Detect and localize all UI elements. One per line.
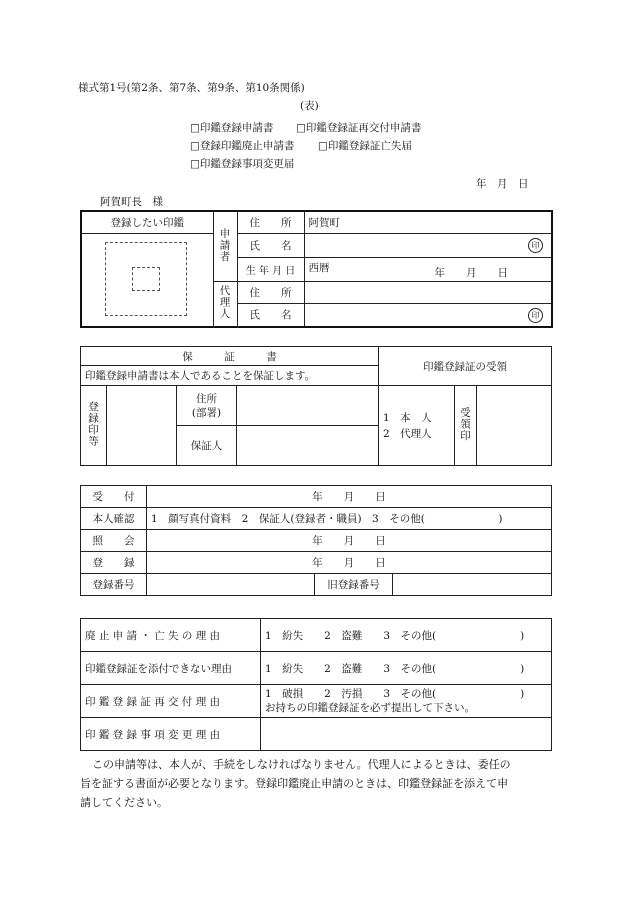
reissue-reason-note: お持ちの印鑑登録証を必ず提出して下さい。 xyxy=(265,702,475,714)
guarantor-address-field[interactable] xyxy=(237,386,379,426)
applicant-table xyxy=(80,210,553,328)
reissue-reason-choices[interactable]: 1 破損 2 汚損 3 その他( ) xyxy=(265,688,525,700)
old-registration-number-field[interactable] xyxy=(393,574,552,596)
agent-address-label: 住 所 xyxy=(237,281,304,303)
registration-number-label: 登録番号 xyxy=(81,574,147,596)
guarantor-label: 保証人 xyxy=(177,426,237,466)
agent-address-field[interactable] xyxy=(304,281,552,303)
footer-note-line-3: 請してください。 xyxy=(80,796,168,809)
receipt-title: 印鑑登録証の受領 xyxy=(379,347,552,386)
addressee: 阿賀町長 様 xyxy=(100,196,163,208)
cannot-attach-card-reason-label: 印鑑登録証を添付できない理由 xyxy=(81,652,261,685)
reissue-reason-options[interactable] xyxy=(261,685,552,718)
birth-date-field[interactable] xyxy=(304,257,552,281)
receipt-option-self[interactable]: 1 本 人 xyxy=(383,411,432,424)
application-date[interactable]: 年 月 日 xyxy=(476,178,529,190)
form-side-label: (表) xyxy=(300,100,319,112)
receipt-seal-label: 受領印 xyxy=(455,386,477,466)
option-card-loss-notice[interactable]: □印鑑登録証亡失届 xyxy=(318,140,412,152)
guarantee-table xyxy=(80,346,552,466)
reissue-reason-label: 印 鑑 登 録 証 再 交 付 理 由 xyxy=(81,685,261,718)
registration-number-field[interactable] xyxy=(147,574,315,596)
receipt-option-agent[interactable]: 2 代理人 xyxy=(383,427,432,440)
birth-date-label: 生 年 月 日 xyxy=(237,257,304,281)
change-reason-label: 印 鑑 登 録 事 項 変 更 理 由 xyxy=(81,718,261,751)
applicant-label: 申請者 xyxy=(213,211,237,281)
receipt-seal-field[interactable] xyxy=(477,386,552,466)
birth-era: 西暦 xyxy=(308,261,330,274)
agent-label: 代理人 xyxy=(213,281,237,327)
change-reason-field[interactable] xyxy=(261,718,552,751)
reasons-table xyxy=(80,618,552,751)
seal-impression-area[interactable] xyxy=(81,233,213,327)
footer-note-line-2: 旨を証する書面が必要となります。登録印鑑廃止申請のときは、印鑑登録証を添えて申 xyxy=(80,777,509,790)
guarantee-statement: 印鑑登録申請書は本人であることを保証します。 xyxy=(81,366,379,386)
received-date[interactable]: 年 月 日 xyxy=(147,486,552,508)
name-label: 氏 名 xyxy=(237,233,304,257)
guarantor-field[interactable] xyxy=(237,426,379,466)
abolition-loss-reason-options[interactable]: 1 紛失 2 盗難 3 その他( ) xyxy=(261,619,552,652)
seal-mark-icon: 印 xyxy=(528,238,543,253)
registration-date[interactable]: 年 月 日 xyxy=(147,552,552,574)
guarantor-address-label: 住所 (部署) xyxy=(177,386,237,426)
footer-note-line-1: この申請等は、本人が、手続をしなければなりません。代理人によるときは、委任の xyxy=(92,758,511,771)
agent-seal-mark-icon: 印 xyxy=(528,308,543,323)
inquiry-date[interactable]: 年 月 日 xyxy=(147,530,552,552)
inquiry-label: 照 会 xyxy=(81,530,147,552)
receipt-options[interactable] xyxy=(379,386,455,466)
registered-seal-field[interactable] xyxy=(107,386,177,466)
registered-seal-label: 登録印等 xyxy=(81,386,107,466)
guarantee-title: 保 証 書 xyxy=(81,347,379,366)
old-registration-number-label: 旧登録番号 xyxy=(315,574,393,596)
registration-label: 登 録 xyxy=(81,552,147,574)
agent-name-label: 氏 名 xyxy=(237,303,304,327)
seal-area-label: 登録したい印鑑 xyxy=(81,211,213,233)
agent-name-field[interactable] xyxy=(304,303,552,327)
form-number: 様式第1号(第2条、第7条、第9条、第10条関係) xyxy=(78,82,305,94)
address-field[interactable]: 阿賀町 xyxy=(304,211,552,233)
address-label: 住 所 xyxy=(237,211,304,233)
option-card-reissue-application[interactable]: □印鑑登録証再交付申請書 xyxy=(296,122,422,134)
identity-check-label: 本人確認 xyxy=(81,508,147,530)
abolition-loss-reason-label: 廃 止 申 請 ・ 亡 失 の 理 由 xyxy=(81,619,261,652)
office-use-table xyxy=(80,485,552,596)
option-seal-registration-application[interactable]: □印鑑登録申請書 xyxy=(190,122,274,134)
option-registration-change-notice[interactable]: □印鑑登録事項変更届 xyxy=(190,158,295,170)
seal-inner-frame xyxy=(132,267,160,291)
birth-date-placeholder: 年 月 日 xyxy=(434,266,508,279)
received-label: 受 付 xyxy=(81,486,147,508)
identity-check-options[interactable]: 1 顔写真付資料 2 保証人(登録者・職員) 3 その他( ) xyxy=(147,508,552,530)
cannot-attach-card-reason-options[interactable]: 1 紛失 2 盗難 3 その他( ) xyxy=(261,652,552,685)
name-field[interactable] xyxy=(304,233,552,257)
option-seal-abolition-application[interactable]: □登録印鑑廃止申請書 xyxy=(190,140,295,152)
